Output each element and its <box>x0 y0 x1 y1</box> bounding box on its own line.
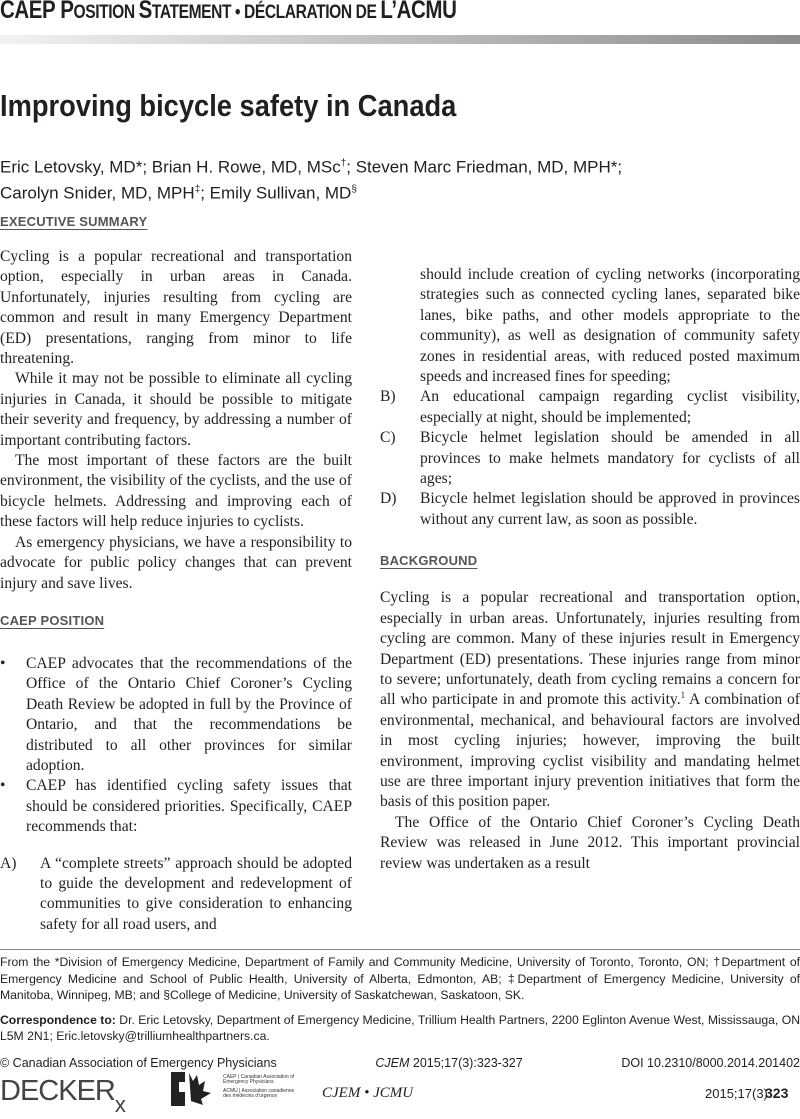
section-heading-background: BACKGROUND <box>380 553 478 569</box>
item-letter: D) <box>380 490 397 508</box>
bullet-marker: • <box>0 777 6 795</box>
paragraph: Cycling is a popular recreational and transportation option, especially in urban areas. Unfortunately, injuries resulting from cycling are common. Many of these injuries result in Emergency Department (ED) presentations. These injuries range from minor to severe; unfortunately, death from cycling remains a concern for all who participate in and promote this activity.$^1$ A combination of environmental, mechanical, and behavioural factors are involved in most cycling injuries; however, improving the built environment, improving cyclist visibility and mandating helmet use are three important injury prevention initiatives that form the basis of this position paper. <box>380 589 800 811</box>
left-column <box>0 203 352 935</box>
item-letter: C) <box>380 429 396 447</box>
logo-caep-text: CAEP | Canadian Association of Emergency Physicians <box>223 1073 295 1086</box>
running-head: CAEP POSITION STATEMENT • DÉCLARATION DE L’ACMU <box>0 0 457 24</box>
affiliations: From the *Division of Emergency Medicine, Department of Family and Community Medicine, University of Toronto, Toronto, ON; †Department of Emergency Medicine and School of Public Health, University of Alberta, Edmonton, AB; ‡Department of Emergency Medicine, University of Manitoba, Winnipeg, MB; and §College of Medicine, University of Saskatchewan, Saskatoon, SK. <box>0 955 800 1003</box>
page-number: 323 <box>765 1084 789 1101</box>
bullet-marker: • <box>0 654 6 672</box>
citation-row <box>0 1055 800 1071</box>
executive-summary <box>0 247 352 594</box>
decker-logo: $DECKER_x$ <box>0 1074 125 1117</box>
position-list <box>0 654 352 935</box>
recommendation-d <box>380 489 800 530</box>
article-header <box>0 0 800 203</box>
citation-ref[interactable]: 1 <box>680 690 686 701</box>
list-item <box>0 776 352 837</box>
recommendation-c <box>380 428 800 489</box>
recommendation-a <box>0 854 352 936</box>
paragraph: As emergency physicians, we have a responsibility to advocate for public policy changes that can prevent injury and save lives. <box>0 533 352 592</box>
citation: CJEM 2015;17(3):323-327 <box>375 1055 523 1070</box>
item-text: should include creation of cycling networks (incorporating strategies such as connected cycling lanes, separated bike lanes, bike paths, and other models appropriate to the community), as well as designation of community safety zones in residential areas, with reduced posted maximum speeds and increased fines for speeding; <box>420 266 800 386</box>
correspondence: Correspondence to: Dr. Eric Letovsky, Department of Emergency Medicine, Trillium Health Partners, 2200 Eglinton Avenue West, Mississauga, ON L5M 2N1; Eric.letovsky@trilliumhealthpartners.ca. <box>0 1012 800 1044</box>
item-text: Bicycle helmet legislation should be approved in provinces without any current law, as soon as possible. <box>420 490 800 528</box>
item-letter: A) <box>0 854 17 872</box>
page-footer <box>0 949 800 1119</box>
list-item-text: CAEP has identified cycling safety issues that should be considered priorities. Specifically, CAEP recommends that: <box>26 777 352 836</box>
background-text <box>380 588 800 874</box>
section-heading-caep-position: CAEP POSITION <box>0 612 105 628</box>
recommendation-b <box>380 387 800 428</box>
issue: 2015;17(3) <box>705 1085 768 1101</box>
caep-logo <box>165 1069 305 1109</box>
section-heading-executive-summary: EXECUTIVE SUMMARY <box>0 214 148 229</box>
maple-leaf-icon <box>165 1069 217 1109</box>
recommendation-list <box>380 265 800 530</box>
logo-acmu-text: ACMU | Association canadienne des médecins d’urgence <box>223 1087 295 1100</box>
paragraph: The Office of the Ontario Chief Coroner’s Cycling Death Review was released in June 2012. This important provincial review was undertaken as a result <box>380 813 800 872</box>
recommendation-a-continued <box>380 265 800 387</box>
item-text: An educational campaign regarding cyclist visibility, especially at night, should be implemented; <box>420 388 800 426</box>
item-text: A “complete streets” approach should be adopted to guide the development and redevelopment of communities to give consideration to enhancing safety for all road users, and <box>40 854 352 933</box>
doi[interactable]: DOI 10.2310/8000.2014.201402 <box>621 1055 800 1070</box>
item-letter: B) <box>380 388 396 406</box>
list-item-text: CAEP advocates that the recommendations of the Office of the Ontario Chief Coroner’s Cycling Death Review be adopted in full by the Province of Ontario, and that the recommendations be distributed to all other provinces for similar adoption. <box>26 654 352 774</box>
copyright: © Canadian Association of Emergency Physicians <box>0 1055 277 1070</box>
article-title: Improving bicycle safety in Canada <box>0 88 457 123</box>
item-text: Bicycle helmet legislation should be amended in all provinces to make helmets mandatory for cyclists of all ages; <box>420 429 800 488</box>
paragraph: While it may not be possible to eliminate all cycling injuries in Canada, it should be possible to mitigate their severity and frequency, by addressing a number of important contributing factors. <box>0 370 352 449</box>
journal-name: CJEM • JCMU <box>322 1084 414 1101</box>
paragraph: Cycling is a popular recreational and transportation option, especially in urban areas in Canada. Unfortunately, injuries resulting from cycling are common and result in many Emergency Department (ED) presentations, ranging from minor to life threatening. <box>0 248 352 368</box>
header-gradient-bar <box>0 35 800 44</box>
body-columns <box>0 203 800 935</box>
list-item <box>0 654 352 776</box>
paragraph: The most important of these factors are the built environment, the visibility of the cyclists, and the use of bicycle helmets. Addressing and improving each of these factors will help reduce injuries to cyclists. <box>0 452 352 531</box>
right-column <box>380 203 800 874</box>
author-list: Eric Letovsky, MD*; Brian H. Rowe, MD, MSc†; Steven Marc Friedman, MD, MPH*; Carolyn Snider, MD, MPH‡; Emily Sullivan, MD§ <box>0 157 623 203</box>
brand-row <box>0 1075 800 1119</box>
